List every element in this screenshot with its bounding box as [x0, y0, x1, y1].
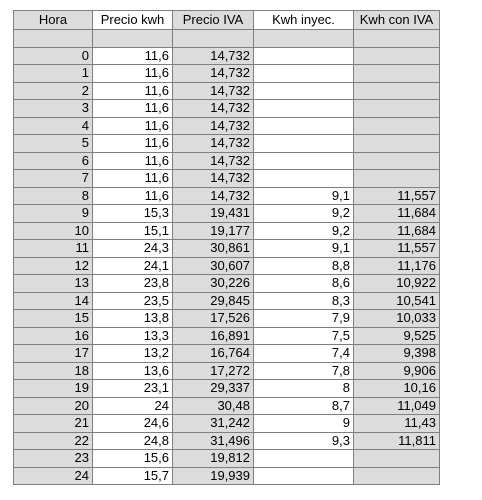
table-row [14, 275, 440, 293]
table-row [14, 310, 440, 328]
cell-kwh-inyec[interactable]: 8,3 [254, 292, 354, 310]
cell-kwh-con-iva[interactable]: 11,43 [354, 415, 440, 433]
cell-hora[interactable]: 23 [14, 450, 93, 468]
cell-kwh-inyec[interactable]: 7,4 [254, 345, 354, 363]
cell-precio-iva[interactable]: 31,242 [173, 415, 254, 433]
cell-kwh-con-iva[interactable]: 10,16 [354, 380, 440, 398]
cell-precio-kwh[interactable]: 13,8 [93, 310, 173, 328]
cell-precio-kwh[interactable]: 23,1 [93, 380, 173, 398]
cell-precio-kwh[interactable]: 13,3 [93, 327, 173, 345]
cell-hora[interactable]: 6 [14, 152, 93, 170]
cell-hora[interactable]: 15 [14, 310, 93, 328]
cell-kwh-con-iva[interactable] [354, 117, 440, 135]
cell-precio-iva[interactable]: 30,226 [173, 275, 254, 293]
cell-kwh-con-iva[interactable] [354, 467, 440, 485]
cell-kwh-con-iva[interactable]: 11,557 [354, 240, 440, 258]
cell-precio-kwh[interactable]: 15,3 [93, 205, 173, 223]
table-row [14, 397, 440, 415]
cell-hora[interactable]: 7 [14, 170, 93, 188]
cell-kwh-con-iva[interactable]: 11,684 [354, 205, 440, 223]
table-row [14, 345, 440, 363]
table-row [14, 100, 440, 118]
table-row [14, 135, 440, 153]
cell-kwh-con-iva[interactable]: 11,176 [354, 257, 440, 275]
header-precio-kwh[interactable]: Precio kwh [93, 11, 173, 30]
cell-precio-iva[interactable]: 19,939 [173, 467, 254, 485]
cell-precio-kwh[interactable]: 15,6 [93, 450, 173, 468]
cell-hora[interactable]: 9 [14, 205, 93, 223]
cell-kwh-con-iva[interactable] [354, 65, 440, 83]
cell-kwh-con-iva[interactable] [354, 30, 440, 48]
cell-kwh-con-iva[interactable] [354, 47, 440, 65]
cell-hora[interactable]: 14 [14, 292, 93, 310]
cell-precio-iva[interactable]: 30,48 [173, 397, 254, 415]
cell-kwh-con-iva[interactable] [354, 82, 440, 100]
cell-precio-kwh[interactable]: 15,1 [93, 222, 173, 240]
cell-kwh-inyec[interactable]: 8 [254, 380, 354, 398]
cell-precio-iva[interactable]: 19,812 [173, 450, 254, 468]
cell-precio-kwh[interactable]: 13,2 [93, 345, 173, 363]
cell-hora[interactable]: 2 [14, 82, 93, 100]
cell-hora[interactable]: 16 [14, 327, 93, 345]
cell-kwh-inyec[interactable] [254, 47, 354, 65]
cell-precio-kwh[interactable]: 23,8 [93, 275, 173, 293]
price-table [13, 10, 440, 485]
cell-hora[interactable]: 19 [14, 380, 93, 398]
table-row [14, 30, 440, 48]
cell-kwh-inyec[interactable]: 9,1 [254, 240, 354, 258]
table-row [14, 205, 440, 223]
cell-kwh-inyec[interactable] [254, 100, 354, 118]
cell-precio-iva[interactable]: 29,845 [173, 292, 254, 310]
cell-kwh-inyec[interactable]: 9,2 [254, 205, 354, 223]
table-row [14, 222, 440, 240]
cell-precio-iva[interactable]: 14,732 [173, 135, 254, 153]
cell-hora[interactable]: 10 [14, 222, 93, 240]
cell-precio-iva[interactable]: 29,337 [173, 380, 254, 398]
cell-precio-kwh[interactable]: 23,5 [93, 292, 173, 310]
cell-hora[interactable]: 8 [14, 187, 93, 205]
cell-hora[interactable]: 20 [14, 397, 93, 415]
cell-hora[interactable]: 3 [14, 100, 93, 118]
cell-precio-iva[interactable]: 14,732 [173, 117, 254, 135]
cell-precio-kwh[interactable]: 11,6 [93, 100, 173, 118]
cell-precio-iva[interactable]: 14,732 [173, 47, 254, 65]
cell-hora[interactable]: 17 [14, 345, 93, 363]
table-row [14, 240, 440, 258]
cell-precio-iva[interactable]: 31,496 [173, 432, 254, 450]
cell-hora[interactable]: 11 [14, 240, 93, 258]
cell-kwh-inyec[interactable]: 7,5 [254, 327, 354, 345]
cell-hora[interactable]: 13 [14, 275, 93, 293]
cell-kwh-inyec[interactable]: 7,8 [254, 362, 354, 380]
table-row [14, 152, 440, 170]
cell-precio-kwh[interactable]: 24,8 [93, 432, 173, 450]
cell-kwh-con-iva[interactable]: 9,525 [354, 327, 440, 345]
header-kwh-inyec[interactable]: Kwh inyec. [254, 11, 354, 30]
cell-hora[interactable]: 24 [14, 467, 93, 485]
cell-kwh-con-iva[interactable]: 9,398 [354, 345, 440, 363]
cell-precio-iva[interactable]: 14,732 [173, 187, 254, 205]
cell-kwh-inyec[interactable] [254, 450, 354, 468]
cell-kwh-con-iva[interactable]: 11,049 [354, 397, 440, 415]
cell-kwh-con-iva[interactable] [354, 152, 440, 170]
table-row [14, 432, 440, 450]
cell-hora[interactable]: 4 [14, 117, 93, 135]
cell-kwh-con-iva[interactable]: 9,906 [354, 362, 440, 380]
cell-precio-kwh[interactable]: 13,6 [93, 362, 173, 380]
table-row [14, 380, 440, 398]
table-row [14, 327, 440, 345]
cell-precio-kwh[interactable]: 11,6 [93, 170, 173, 188]
table-row [14, 362, 440, 380]
cell-kwh-con-iva[interactable]: 11,811 [354, 432, 440, 450]
cell-kwh-con-iva[interactable]: 10,922 [354, 275, 440, 293]
cell-precio-kwh[interactable]: 11,6 [93, 187, 173, 205]
cell-precio-kwh[interactable]: 24,6 [93, 415, 173, 433]
cell-precio-kwh[interactable]: 11,6 [93, 152, 173, 170]
cell-kwh-inyec[interactable]: 8,6 [254, 275, 354, 293]
cell-precio-kwh[interactable]: 11,6 [93, 82, 173, 100]
table-row [14, 467, 440, 485]
cell-hora[interactable]: 22 [14, 432, 93, 450]
table-row [14, 82, 440, 100]
cell-kwh-con-iva[interactable] [354, 135, 440, 153]
cell-precio-iva[interactable] [173, 30, 254, 48]
cell-precio-iva[interactable]: 16,764 [173, 345, 254, 363]
cell-kwh-con-iva[interactable] [354, 100, 440, 118]
cell-precio-kwh[interactable]: 11,6 [93, 65, 173, 83]
cell-precio-kwh[interactable]: 24,1 [93, 257, 173, 275]
table-row [14, 450, 440, 468]
cell-kwh-inyec[interactable]: 9,1 [254, 187, 354, 205]
cell-precio-kwh[interactable]: 15,7 [93, 467, 173, 485]
cell-precio-iva[interactable]: 14,732 [173, 100, 254, 118]
header-row [14, 11, 440, 30]
cell-kwh-con-iva[interactable]: 11,684 [354, 222, 440, 240]
cell-hora[interactable]: 21 [14, 415, 93, 433]
cell-kwh-inyec[interactable] [254, 30, 354, 48]
cell-precio-iva[interactable]: 19,177 [173, 222, 254, 240]
cell-kwh-inyec[interactable] [254, 135, 354, 153]
cell-precio-iva[interactable]: 30,607 [173, 257, 254, 275]
table-row [14, 65, 440, 83]
table-row [14, 170, 440, 188]
cell-precio-iva[interactable]: 19,431 [173, 205, 254, 223]
cell-kwh-inyec[interactable]: 8,7 [254, 397, 354, 415]
cell-hora[interactable] [14, 30, 93, 48]
cell-precio-iva[interactable]: 17,272 [173, 362, 254, 380]
cell-precio-kwh[interactable]: 24 [93, 397, 173, 415]
cell-hora[interactable]: 12 [14, 257, 93, 275]
cell-hora[interactable]: 0 [14, 47, 93, 65]
cell-kwh-inyec[interactable] [254, 65, 354, 83]
cell-precio-iva[interactable]: 14,732 [173, 152, 254, 170]
header-kwh-con-iva[interactable]: Kwh con IVA [354, 11, 440, 30]
cell-precio-kwh[interactable]: 11,6 [93, 47, 173, 65]
table-row [14, 187, 440, 205]
cell-precio-kwh[interactable] [93, 30, 173, 48]
table-row [14, 292, 440, 310]
cell-hora[interactable]: 1 [14, 65, 93, 83]
cell-kwh-inyec[interactable] [254, 82, 354, 100]
cell-kwh-con-iva[interactable]: 11,557 [354, 187, 440, 205]
cell-kwh-con-iva[interactable] [354, 170, 440, 188]
table-row [14, 47, 440, 65]
cell-precio-iva[interactable]: 14,732 [173, 65, 254, 83]
cell-kwh-inyec[interactable]: 8,8 [254, 257, 354, 275]
header-precio-iva[interactable]: Precio IVA [173, 11, 254, 30]
cell-hora[interactable]: 5 [14, 135, 93, 153]
header-hora[interactable]: Hora [14, 11, 93, 30]
table-row [14, 257, 440, 275]
cell-precio-iva[interactable]: 17,526 [173, 310, 254, 328]
cell-kwh-inyec[interactable]: 7,9 [254, 310, 354, 328]
cell-precio-kwh[interactable]: 11,6 [93, 117, 173, 135]
cell-precio-iva[interactable]: 14,732 [173, 170, 254, 188]
cell-kwh-inyec[interactable] [254, 152, 354, 170]
cell-kwh-inyec[interactable]: 9 [254, 415, 354, 433]
cell-precio-iva[interactable]: 16,891 [173, 327, 254, 345]
cell-precio-iva[interactable]: 30,861 [173, 240, 254, 258]
cell-precio-kwh[interactable]: 24,3 [93, 240, 173, 258]
cell-kwh-inyec[interactable]: 9,3 [254, 432, 354, 450]
table-row [14, 415, 440, 433]
cell-kwh-inyec[interactable] [254, 117, 354, 135]
cell-kwh-inyec[interactable]: 9,2 [254, 222, 354, 240]
cell-precio-iva[interactable]: 14,732 [173, 82, 254, 100]
table-row [14, 117, 440, 135]
cell-kwh-con-iva[interactable]: 10,033 [354, 310, 440, 328]
cell-kwh-inyec[interactable] [254, 170, 354, 188]
cell-hora[interactable]: 18 [14, 362, 93, 380]
cell-kwh-con-iva[interactable]: 10,541 [354, 292, 440, 310]
cell-kwh-inyec[interactable] [254, 467, 354, 485]
cell-precio-kwh[interactable]: 11,6 [93, 135, 173, 153]
cell-kwh-con-iva[interactable] [354, 450, 440, 468]
